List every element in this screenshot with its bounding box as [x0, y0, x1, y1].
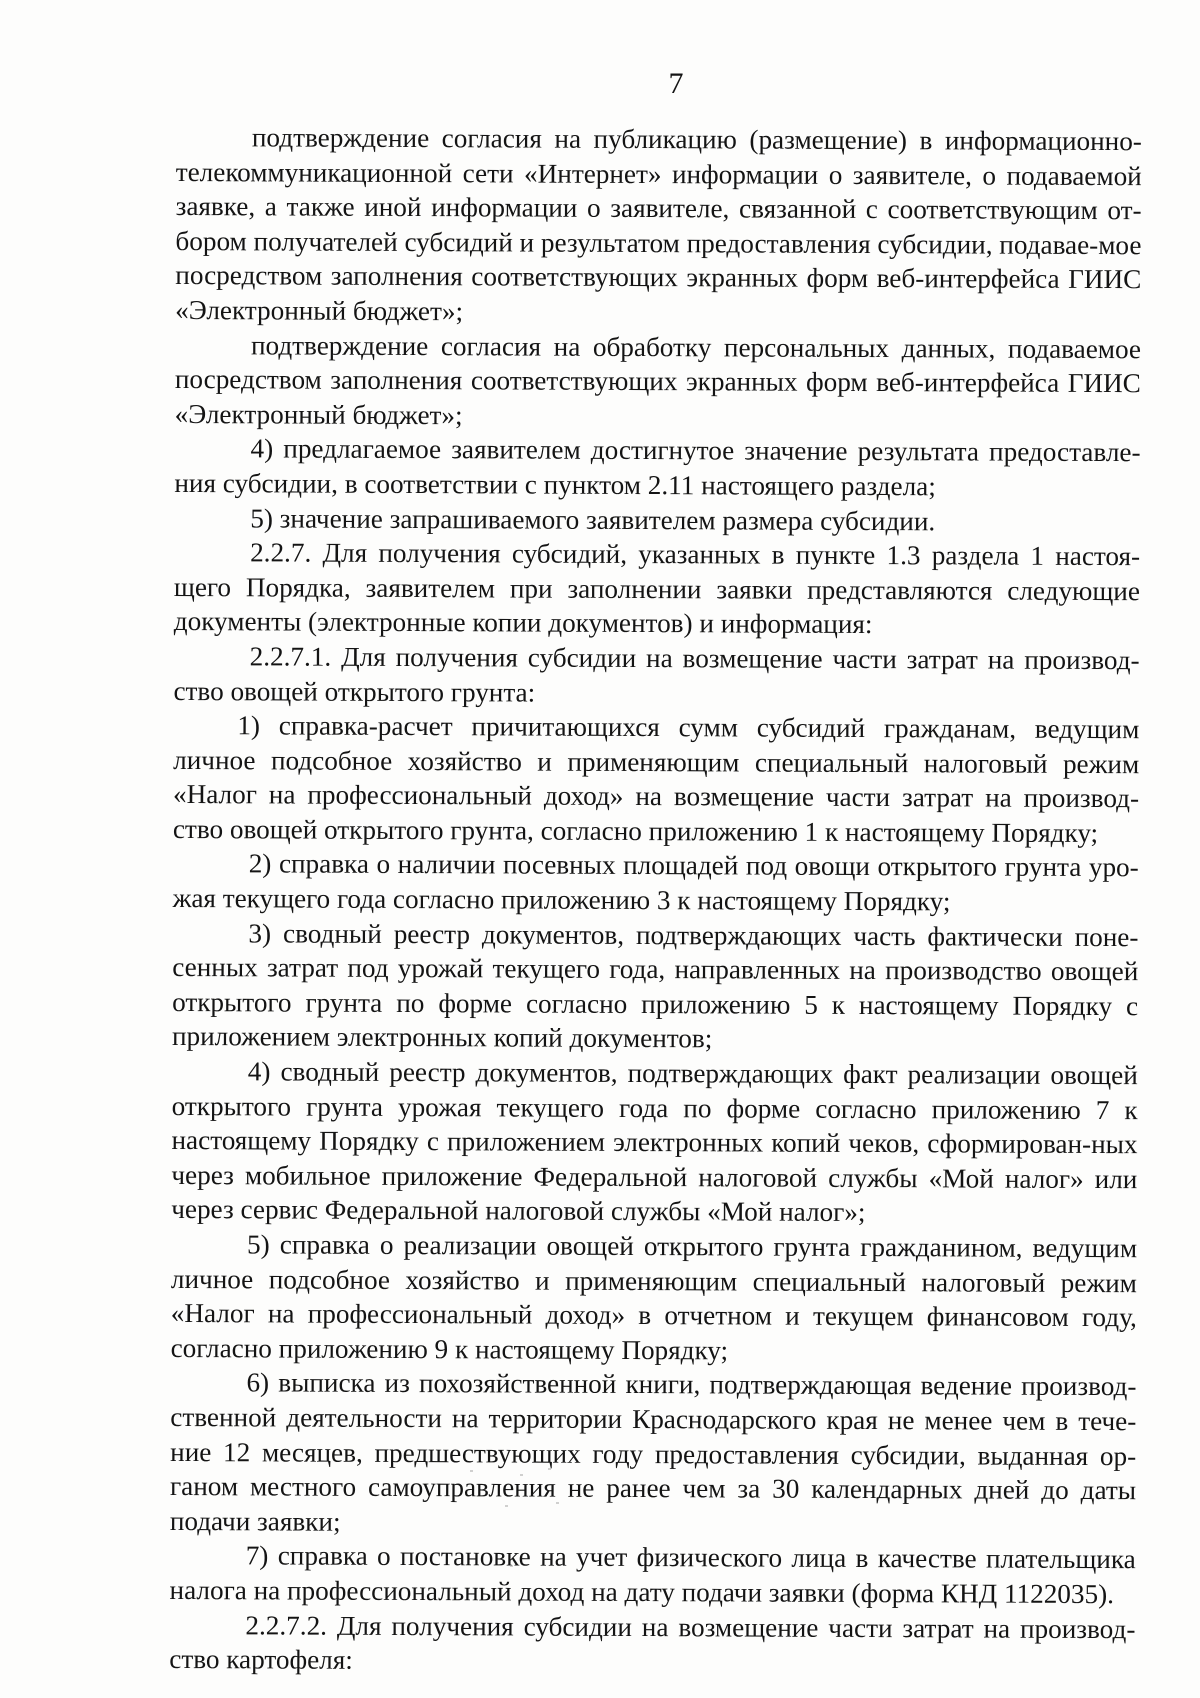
paragraph-2-2-7-2: 2.2.7.2. Для получения субсидии на возмещение части затрат на производ-ство картофеля: [169, 1609, 1136, 1675]
paragraph-item-4-sales-registry: 4) сводный реестр документов, подтверждающих факт реализации овощей открытого грунта урожая текущего года по форме согласно приложению 7 к настоящему Порядку с приложением электронных копий чеков, сформирован-ных через мобильное приложение Федеральной налоговой службы «Мой налог» или через сервис Федеральной налоговой службы «Мой налог»; [171, 1056, 1138, 1228]
scan-noise-speck [548, 1468, 551, 1470]
page-number: 7 [668, 67, 684, 100]
paragraph-item-5-sales-certificate: 5) справка о реализации овощей открытого грунта гражданином, ведущим личное подсобное хозяйство и применяющим специальный налоговый режим «Налог на профессиональный доход» в отчетном и текущем финансовом году, согласно приложению 9 к настоящему Порядку; [170, 1229, 1138, 1366]
scan-noise-speck [556, 1502, 559, 1504]
scan-noise-speck [505, 1505, 508, 1507]
document-body [169, 120, 1142, 1681]
paragraph-2-2-7: 2.2.7. Для получения субсидий, указанных в пункте 1.3 раздела 1 настоя-щего Порядка, заявителем при заполнении заявки представляются следующие документы (электронные копии документов) и информация: [173, 537, 1141, 640]
scan-noise-speck [510, 1565, 513, 1567]
paragraph-2-2-7-1: 2.2.7.1. Для получения субсидии на возмещение части затрат на производ-ство овощей открытого грунта: [173, 641, 1140, 708]
paragraph-item-3-costs-registry: 3) сводный реестр документов, подтверждающих часть фактически поне-сенных затрат под урожай текущего года, направленных на производство овощей открытого грунта по форме согласно приложению 5 к настоящему Порядку с приложением электронных копий документов; [171, 917, 1139, 1054]
paragraph-consent-personal-data: подтверждение согласия на обработку персональных данных, подаваемое посредством заполнения соответствующих экранных форм веб-интерфейса ГИИС «Электронный бюджет»; [174, 329, 1142, 431]
paragraph-consent-publication: подтверждение согласия на публикацию (размещение) в информационно-телекоммуникационной сети «Интернет» информации о заявителе, о подаваемой заявке, а также иной информации о заявителе, связанной с соответствующим от-бором получателей субсидий и результатом предоставления субсидии, подавае-мое посредством заполнения соответствующих экранных форм веб-интерфейса ГИИС «Электронный бюджет»; [175, 122, 1142, 327]
paragraph-item-6-household-book: 6) выписка из похозяйственной книги, подтверждающая ведение производ-ственной деятельности на территории Краснодарского края не менее чем в тече-ние 12 месяцев, предшествующих году предоставления субсидии, выданная ор-ганом местного самоуправления не ранее чем за 30 календарных дней до даты подачи заявки; [169, 1367, 1137, 1537]
scan-noise-speck [520, 1474, 523, 1476]
paragraph-item-4-result-value: 4) предлагаемое заявителем достигнутое значение результата предоставле-ния субсидии, в соответствии с пунктом 2.11 настоящего раздела; [174, 433, 1141, 502]
paragraph-item-1-calculation: 1) справка-расчет причитающихся сумм субсидий гражданам, ведущим личное подсобное хозяйство и применяющим специальный налоговый режим «Налог на профессиональный доход» на возмещение части затрат на производ-ство овощей открытого грунта, согласно приложению 1 к настоящему Порядку; [172, 710, 1140, 848]
paragraph-item-2-sown-areas: 2) справка о наличии посевных площадей под овощи открытого грунта уро-жая текущего года согласно приложению 3 к настоящему Порядку; [172, 848, 1139, 917]
paragraph-item-7-tax-registration: 7) справка о постановке на учет физического лица в качестве плательщика налога на профессиональный доход на дату подачи заявки (форма КНД 1122035). [169, 1540, 1136, 1610]
scan-noise-speck [470, 1470, 473, 1472]
paragraph-item-5-subsidy-size: 5) значение запрашиваемого заявителем размера субсидии. [250, 502, 936, 536]
